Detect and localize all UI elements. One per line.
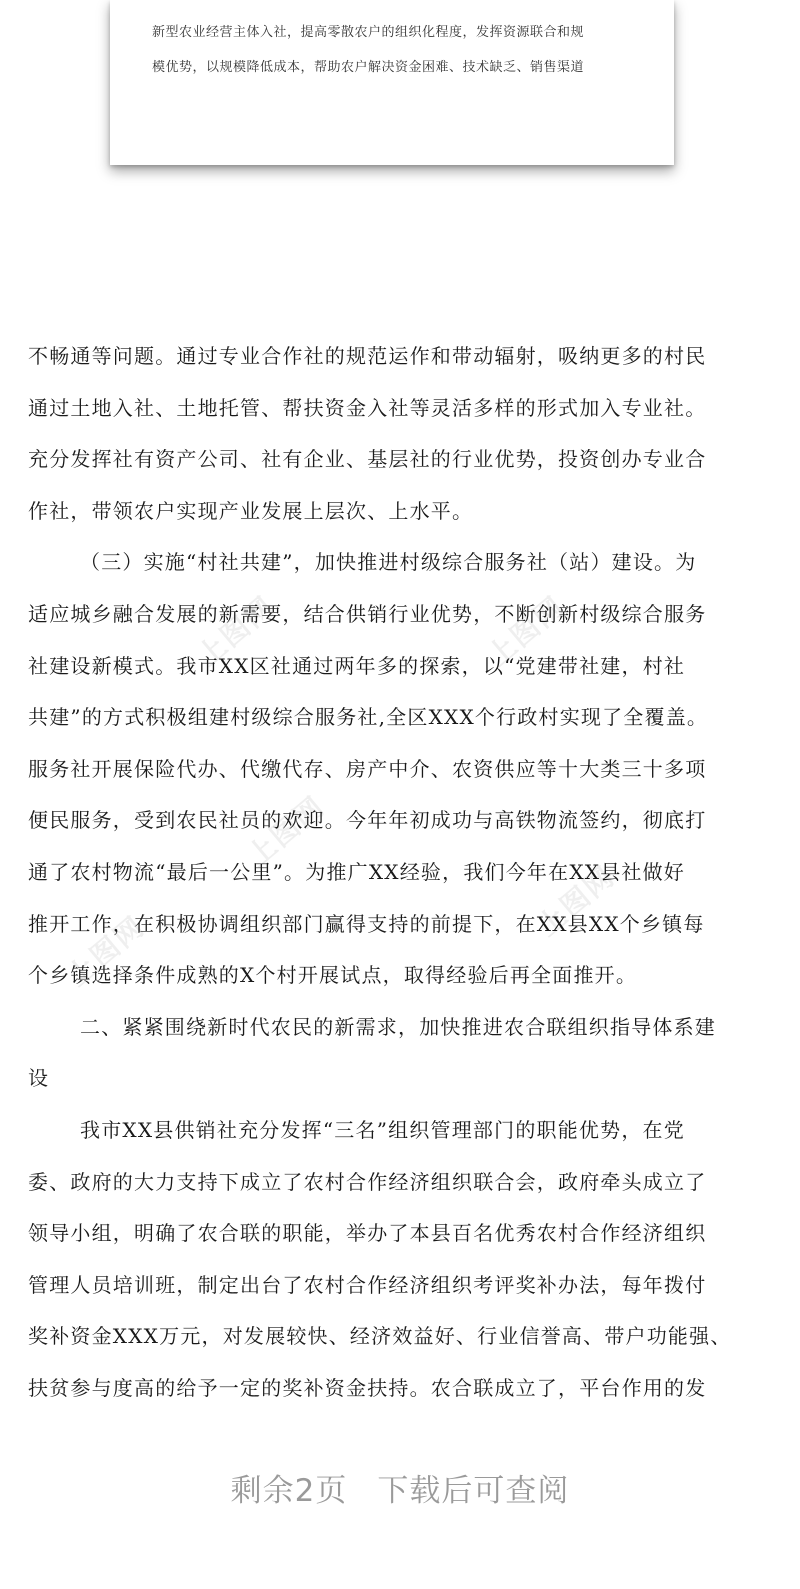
body-line: 不畅通等问题。通过专业合作社的规范运作和带动辐射，吸纳更多的村民 (28, 344, 707, 368)
body-line: 充分发挥社有资产公司、社有企业、基层社的行业优势，投资创办专业合 (28, 447, 707, 472)
body-line: 奖补资金XXX万元，对发展较快、经济效益好、行业信誉高、带户功能强、 (28, 1324, 732, 1349)
watermark: 上图网 (190, 589, 282, 673)
watermark: 上图网 (240, 789, 332, 873)
preview-line: 新型农业经营主体入社，提高零散农户的组织化程度，发挥资源联合和规 (152, 25, 585, 40)
body-line: 委、政府的大力支持下成立了农村合作经济组织联合会，政府牵头成立了 (28, 1169, 707, 1194)
body-line: 个乡镇选择条件成熟的X个村开展试点，取得经验后再全面推开。 (28, 963, 638, 988)
watermark: 上图网 (60, 909, 152, 993)
remaining-pages-label[interactable]: 剩余2页 (230, 1473, 348, 1509)
body-line: 社建设新模式。我市XX区社通过两年多的探索，以“党建带社建，村社 (28, 653, 686, 678)
preview-card-text (152, 0, 644, 85)
document-preview-card (110, 0, 674, 165)
body-line: 扶贫参与度高的给予一定的奖补资金扶持。农合联成立了，平台作用的发 (28, 1375, 707, 1400)
body-line: 推开工作，在积极协调组织部门赢得支持的前提下，在XX县XX个乡镇每 (28, 911, 705, 936)
section-heading-line: 二、紧紧围绕新时代农民的新需求，加快推进农合联组织指导体系建 (80, 1014, 716, 1039)
section-heading-line: （三）实施“村社共建”，加快推进村级综合服务社（站）建设。为 (80, 550, 697, 575)
download-prompt[interactable] (0, 1465, 800, 1510)
section-heading-line: 设 (28, 1066, 50, 1091)
body-line: 我市XX县供销社充分发挥“三名”组织管理部门的职能优势，在党 (80, 1117, 685, 1142)
body-line: 共建”的方式积极组建村级综合服务社,全区XXX个行政村实现了全覆盖。 (28, 705, 709, 730)
body-line: 服务社开展保险代办、代缴代存、房产中介、农资供应等十大类三十多项 (28, 756, 707, 781)
download-to-view-label[interactable]: 下载后可查阅 (377, 1473, 570, 1509)
preview-line: 模优势，以规模降低成本，帮助农户解决资金困难、技术缺乏、销售渠道 (152, 60, 585, 75)
body-line: 通了农村物流“最后一公里”。为推广XX经验，我们今年在XX县社做好 (28, 859, 686, 884)
body-line: 领导小组，明确了农合联的职能，举办了本县百名优秀农村合作经济组织 (28, 1221, 707, 1246)
body-line: 便民服务，受到农民社员的欢迎。今年年初成功与高铁物流签约，彻底打 (28, 808, 707, 833)
body-line: 适应城乡融合发展的新需要，结合供销行业优势，不断创新村级综合服务 (28, 601, 707, 626)
document-body (28, 331, 776, 1414)
body-line: 作社，带领农户实现产业发展上层次、上水平。 (28, 498, 474, 523)
body-line: 管理人员培训班，制定出台了农村合作经济组织考评奖补办法，每年拨付 (28, 1272, 707, 1297)
watermark: 上图网 (530, 859, 622, 943)
watermark: 上图网 (480, 589, 572, 673)
body-line: 通过土地入社、土地托管、帮扶资金入社等灵活多样的形式加入专业社。 (28, 395, 707, 420)
